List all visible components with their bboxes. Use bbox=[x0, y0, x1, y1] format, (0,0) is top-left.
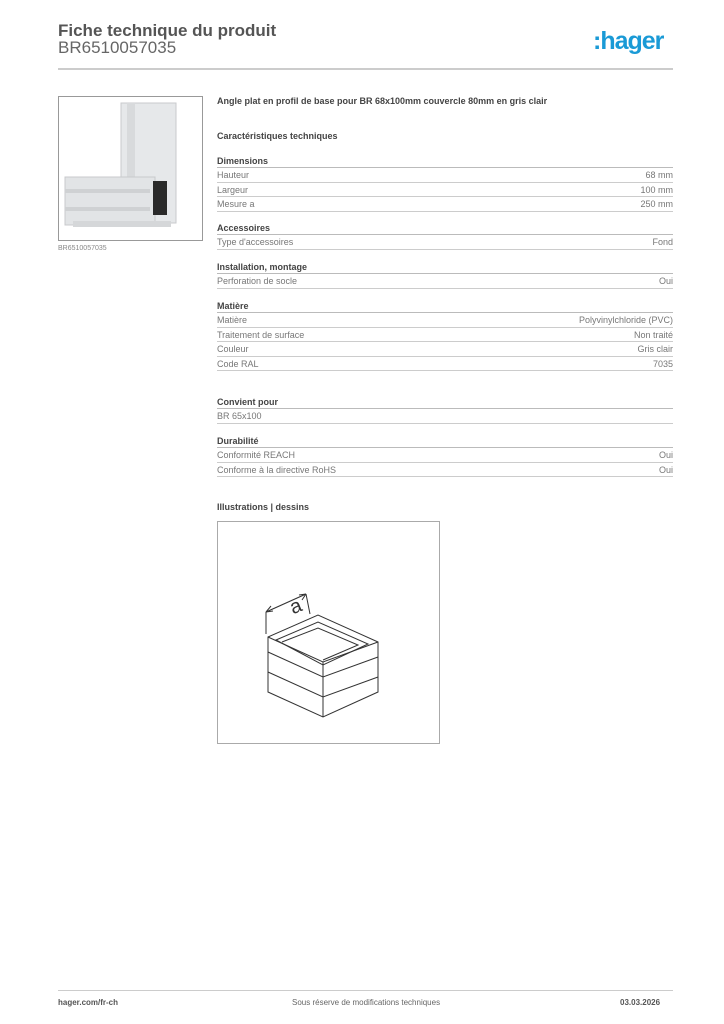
row-label: Code RAL bbox=[217, 358, 259, 369]
row-value: Oui bbox=[658, 450, 673, 460]
page-title: Fiche technique du produit bbox=[58, 21, 277, 40]
footer-note: Sous réserve de modifications techniques bbox=[292, 998, 441, 1007]
footer-date: 03.03.2026 bbox=[620, 998, 661, 1007]
footer-divider bbox=[58, 990, 673, 991]
product-photo bbox=[58, 96, 203, 241]
header-divider bbox=[58, 68, 673, 70]
illustrations-heading: Illustrations | dessins bbox=[217, 502, 310, 512]
row-value: Oui bbox=[658, 464, 673, 475]
technical-drawing bbox=[217, 521, 440, 744]
row-value: Fond bbox=[652, 237, 673, 247]
section-durabilite bbox=[217, 434, 673, 477]
table-row bbox=[217, 463, 673, 478]
section-title: Convient pour bbox=[217, 395, 673, 409]
product-code: BR6510057035 bbox=[58, 38, 177, 57]
row-label: Mesure a bbox=[217, 199, 255, 209]
row-label: Conformité REACH bbox=[217, 450, 296, 460]
section-convient-pour bbox=[217, 395, 673, 424]
row-label: BR 65x100 bbox=[217, 411, 262, 421]
section-title: Installation, montage bbox=[217, 260, 673, 274]
row-label: Hauteur bbox=[217, 170, 250, 180]
section-title: Matière bbox=[217, 299, 673, 313]
row-value: 250 mm bbox=[640, 199, 673, 209]
hager-logo: :hager bbox=[593, 27, 664, 55]
table-row bbox=[217, 448, 673, 463]
table-row bbox=[217, 168, 673, 183]
row-value: 7035 bbox=[652, 358, 673, 369]
table-row bbox=[217, 357, 673, 372]
row-label: Perforation de socle bbox=[217, 276, 298, 286]
section-title: Accessoires bbox=[217, 221, 673, 235]
section-matiere bbox=[217, 299, 673, 371]
section-title: Durabilité bbox=[217, 434, 673, 448]
table-row bbox=[217, 342, 673, 357]
row-label: Largeur bbox=[217, 184, 249, 195]
table-row bbox=[217, 197, 673, 212]
footer-site-link[interactable]: hager.com/fr-ch bbox=[58, 998, 119, 1007]
section-title: Dimensions bbox=[217, 154, 673, 168]
row-value: 100 mm bbox=[640, 184, 673, 195]
table-row bbox=[217, 409, 673, 424]
row-label: Traitement de surface bbox=[217, 329, 305, 340]
table-row bbox=[217, 328, 673, 343]
row-value: Non traité bbox=[633, 329, 673, 340]
product-description: Angle plat en profil de base pour BR 68x100mm couvercle 80mm en gris clair bbox=[217, 96, 548, 106]
table-row bbox=[217, 274, 673, 289]
dimension-label-a: a bbox=[286, 594, 306, 620]
table-row bbox=[217, 183, 673, 198]
row-label: Conforme à la directive RoHS bbox=[217, 464, 337, 475]
row-value: Polyvinylchloride (PVC) bbox=[578, 315, 673, 325]
characteristics-heading: Caractéristiques techniques bbox=[217, 131, 338, 141]
row-label: Type d'accessoires bbox=[217, 237, 294, 247]
row-label: Matière bbox=[217, 315, 248, 325]
table-row bbox=[217, 313, 673, 328]
row-value: 68 mm bbox=[645, 170, 673, 180]
section-installation bbox=[217, 260, 673, 289]
section-dimensions bbox=[217, 154, 673, 212]
section-accessoires bbox=[217, 221, 673, 250]
photo-caption: BR6510057035 bbox=[58, 245, 107, 252]
row-value: Oui bbox=[658, 276, 673, 286]
row-label: Couleur bbox=[217, 344, 249, 354]
row-value: Gris clair bbox=[637, 344, 673, 354]
table-row bbox=[217, 235, 673, 250]
